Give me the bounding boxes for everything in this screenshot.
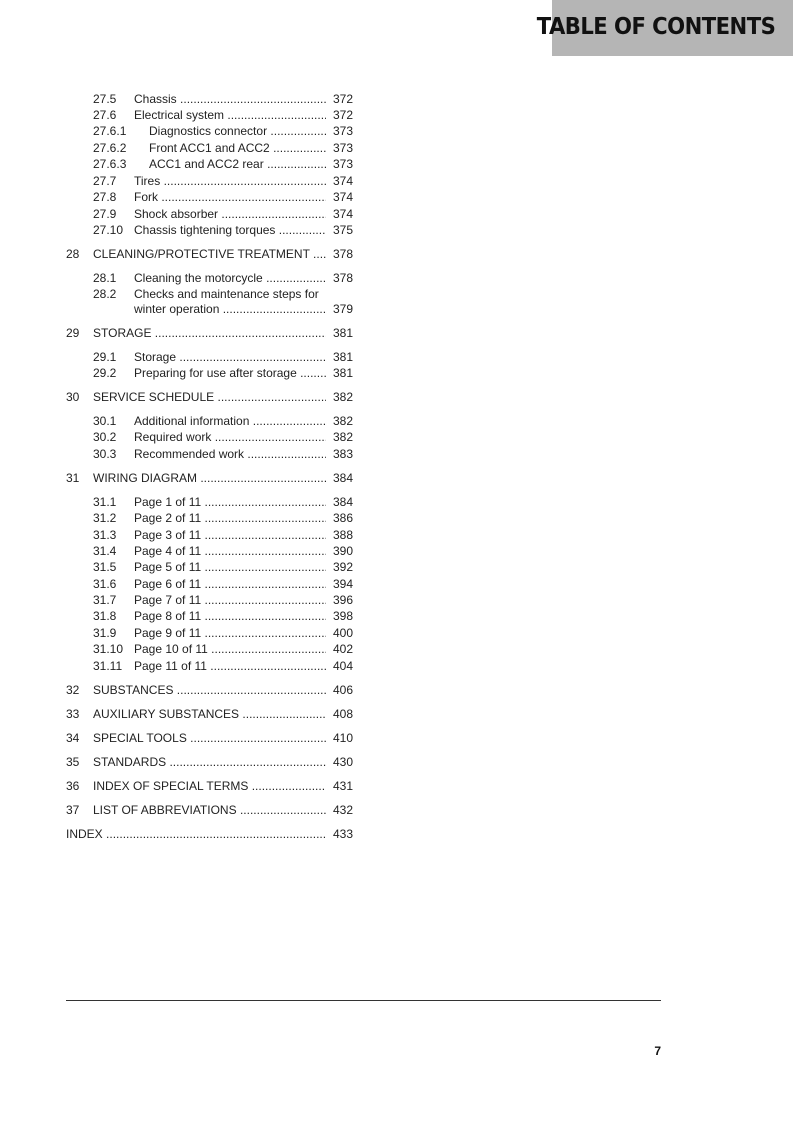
toc-entry[interactable] [0, 156, 793, 172]
toc-entry-page: 379 [332, 302, 353, 316]
toc-entry-title: Chassis tightening torques ..... [134, 222, 326, 238]
toc-chapter-title: SPECIAL TOOLS ..... [93, 730, 326, 746]
toc-entry[interactable] [0, 189, 793, 205]
toc-chapter-number: 37 [66, 803, 80, 817]
toc-entry[interactable] [0, 625, 793, 641]
toc-chapter-number: 33 [66, 707, 80, 721]
toc-entry-number: 28.2 [93, 287, 117, 301]
toc-entry-number: 31.5 [93, 560, 117, 574]
toc-chapter-number: 36 [66, 779, 80, 793]
toc-entry-title: Page 7 of 11 ..... [134, 592, 326, 608]
toc-chapter-page: 430 [332, 755, 353, 769]
footer-divider [66, 1000, 661, 1001]
toc-entry-page: 400 [332, 626, 353, 640]
toc-entry-number: 31.2 [93, 511, 117, 525]
toc-entry-number: 27.5 [93, 92, 117, 106]
toc-entry[interactable] [0, 173, 793, 189]
toc-entry-number: 31.4 [93, 544, 117, 558]
toc-chapter-title: STANDARDS ..... [93, 754, 326, 770]
toc-entry[interactable] [0, 140, 793, 156]
toc-entry-title: Page 9 of 11 ..... [134, 625, 326, 641]
toc-entry[interactable] [0, 365, 793, 381]
toc-entry-title: Page 5 of 11 ..... [134, 559, 326, 575]
toc-entry-number: 27.7 [93, 174, 117, 188]
toc-entry-page: 398 [332, 609, 353, 623]
toc-entry-page: 373 [332, 141, 353, 155]
toc-entry-number: 31.7 [93, 593, 117, 607]
toc-chapter[interactable] [0, 826, 793, 842]
toc-chapter-page: 378 [332, 247, 353, 261]
toc-entry-page: 382 [332, 430, 353, 444]
toc-entry-number: 31.8 [93, 609, 117, 623]
toc-entry-page: 402 [332, 642, 353, 656]
toc-chapter[interactable] [0, 730, 793, 746]
toc-entry-page: 384 [332, 495, 353, 509]
toc-chapter-page: 381 [332, 326, 353, 340]
toc-entry-title: Page 2 of 11 ..... [134, 510, 326, 526]
toc-chapter[interactable] [0, 802, 793, 818]
toc-chapter-page: 408 [332, 707, 353, 721]
toc-chapter-number: 30 [66, 390, 80, 404]
toc-entry-page: 381 [332, 350, 353, 364]
toc-entry-title: Front ACC1 and ACC2 ..... [149, 140, 326, 156]
toc-entry-number: 28.1 [93, 271, 117, 285]
toc-entry-page: 375 [332, 223, 353, 237]
toc-entry-title: Page 3 of 11 ..... [134, 527, 326, 543]
toc-entry-number: 31.3 [93, 528, 117, 542]
toc-entry-page: 372 [332, 108, 353, 122]
toc-entry-page: 373 [332, 157, 353, 171]
toc-entry[interactable] [0, 206, 793, 222]
toc-entry-title: Page 1 of 11 ..... [134, 494, 326, 510]
toc-chapter-number: 28 [66, 247, 80, 261]
toc-entry-number: 31.11 [93, 659, 123, 673]
toc-chapter-number: 34 [66, 731, 80, 745]
toc-entry-number: 27.8 [93, 190, 117, 204]
toc-entry[interactable] [0, 494, 793, 510]
toc-chapter-number: 32 [66, 683, 80, 697]
toc-entry-title: Recommended work ..... [134, 446, 326, 462]
toc-chapter-title: SUBSTANCES ..... [93, 682, 326, 698]
toc-entry-page: 394 [332, 577, 353, 591]
toc-chapter[interactable] [0, 754, 793, 770]
toc-chapter-title: INDEX ..... [66, 826, 326, 842]
toc-entry-title: Page 6 of 11 ..... [134, 576, 326, 592]
toc-chapter-page: 382 [332, 390, 353, 404]
toc-entry-number: 31.6 [93, 577, 117, 591]
toc-entry-page: 388 [332, 528, 353, 542]
toc-entry[interactable] [0, 543, 793, 559]
toc-entry-page: 372 [332, 92, 353, 106]
toc-chapter-page: 384 [332, 471, 353, 485]
toc-chapter-number: 29 [66, 326, 80, 340]
toc-entry-title: Tires ..... [134, 173, 326, 189]
toc-entry-title: Page 11 of 11 ..... [134, 658, 326, 674]
toc-entry-title: Checks and maintenance steps for [134, 287, 319, 301]
toc-entry-number: 27.10 [93, 223, 124, 237]
page-title: TABLE OF CONTENTS [536, 14, 775, 40]
toc-entry-title: Cleaning the motorcycle ..... [134, 270, 326, 286]
toc-entry[interactable] [0, 641, 793, 657]
toc-entry[interactable] [0, 592, 793, 608]
toc-entry[interactable] [0, 270, 793, 286]
toc-entry-page: 373 [332, 124, 353, 138]
toc-entry-page: 381 [332, 366, 353, 380]
toc-entry-title: Page 10 of 11 ..... [134, 641, 326, 657]
toc-chapter-title: INDEX OF SPECIAL TERMS ..... [93, 778, 326, 794]
toc-entry-page: 374 [332, 207, 353, 221]
toc-entry[interactable] [0, 107, 793, 123]
toc-chapter-number: 35 [66, 755, 80, 769]
toc-chapter[interactable] [0, 778, 793, 794]
toc-entry-number: 31.1 [93, 495, 117, 509]
toc-chapter[interactable] [0, 246, 793, 262]
toc-entry-page: 404 [332, 659, 353, 673]
toc-chapter-page: 406 [332, 683, 353, 697]
toc-entry[interactable] [0, 123, 793, 139]
toc-entry-page: 383 [332, 447, 353, 461]
toc-chapter[interactable] [0, 682, 793, 698]
toc-entry[interactable] [0, 91, 793, 107]
toc-entry-number: 27.6 [93, 108, 117, 122]
toc-chapter-number: 31 [66, 471, 80, 485]
toc-entry[interactable] [0, 527, 793, 543]
toc-entry-number: 30.1 [93, 414, 117, 428]
toc-entry-number: 31.9 [93, 626, 117, 640]
toc-entry-number: 29.2 [93, 366, 117, 380]
toc-chapter-title: AUXILIARY SUBSTANCES ..... [93, 706, 326, 722]
toc-entry-number: 29.1 [93, 350, 117, 364]
toc-entry[interactable] [0, 510, 793, 526]
toc-entry[interactable] [0, 559, 793, 575]
toc-entry[interactable] [0, 349, 793, 365]
toc-chapter-page: 431 [332, 779, 353, 793]
toc-entry[interactable] [0, 446, 793, 462]
toc-entry-continuation[interactable] [0, 301, 793, 317]
toc-entry[interactable] [0, 608, 793, 624]
toc-entry-page: 392 [332, 560, 353, 574]
toc-entry-title: Electrical system ..... [134, 107, 326, 123]
toc-chapter-title: STORAGE ..... [93, 325, 326, 341]
toc-entry[interactable] [0, 286, 793, 302]
toc-entry-title: Preparing for use after storage ..... [134, 365, 326, 381]
toc-chapter-title: SERVICE SCHEDULE ..... [93, 389, 326, 405]
toc-entry-page: 382 [332, 414, 353, 428]
toc-entry-page: 374 [332, 190, 353, 204]
toc-chapter[interactable] [0, 325, 793, 341]
toc-chapter-page: 410 [332, 731, 353, 745]
toc-chapter[interactable] [0, 389, 793, 405]
toc-chapter-title: CLEANING/PROTECTIVE TREATMENT ..... [93, 246, 326, 262]
toc-entry-page: 390 [332, 544, 353, 558]
toc-entry-title: Diagnostics connector ..... [149, 123, 326, 139]
header-banner [536, 0, 793, 56]
toc-entry-title: Fork ..... [134, 189, 326, 205]
toc-entry-page: 396 [332, 593, 353, 607]
toc-chapter-title: LIST OF ABBREVIATIONS ..... [93, 802, 326, 818]
toc-entry-number: 27.6.3 [93, 157, 127, 171]
toc-entry-title: Page 4 of 11 ..... [134, 543, 326, 559]
toc-entry-title: Page 8 of 11 ..... [134, 608, 326, 624]
toc-entry-title: Shock absorber ..... [134, 206, 326, 222]
toc-entry[interactable] [0, 413, 793, 429]
toc-chapter[interactable] [0, 470, 793, 486]
toc-entry-page: 386 [332, 511, 353, 525]
toc-entry-number: 30.3 [93, 447, 117, 461]
toc-entry-page: 378 [332, 271, 353, 285]
toc-entry-title: Additional information ..... [134, 413, 326, 429]
toc-chapter-page: 433 [332, 827, 353, 841]
page-number: 7 [654, 1044, 661, 1058]
toc-entry-title: Storage ..... [134, 349, 326, 365]
toc-entry[interactable] [0, 429, 793, 445]
toc-entry-number: 27.6.2 [93, 141, 127, 155]
toc-entry-number: 27.9 [93, 207, 117, 221]
toc-entry-title: Required work ..... [134, 429, 326, 445]
toc-entry-number: 30.2 [93, 430, 117, 444]
toc-entry-number: 31.10 [93, 642, 124, 656]
toc-entry-title: Chassis ..... [134, 91, 326, 107]
toc-entry-page: 374 [332, 174, 353, 188]
toc-entry[interactable] [0, 576, 793, 592]
toc-entry-title: ACC1 and ACC2 rear ..... [149, 156, 326, 172]
toc-chapter[interactable] [0, 706, 793, 722]
toc-entry[interactable] [0, 222, 793, 238]
toc-chapter-page: 432 [332, 803, 353, 817]
toc-chapter-title: WIRING DIAGRAM ..... [93, 470, 326, 486]
toc-entry-title-continued: winter operation ..... [134, 301, 326, 317]
toc-entry-number: 27.6.1 [93, 124, 127, 138]
toc-entry[interactable] [0, 658, 793, 674]
